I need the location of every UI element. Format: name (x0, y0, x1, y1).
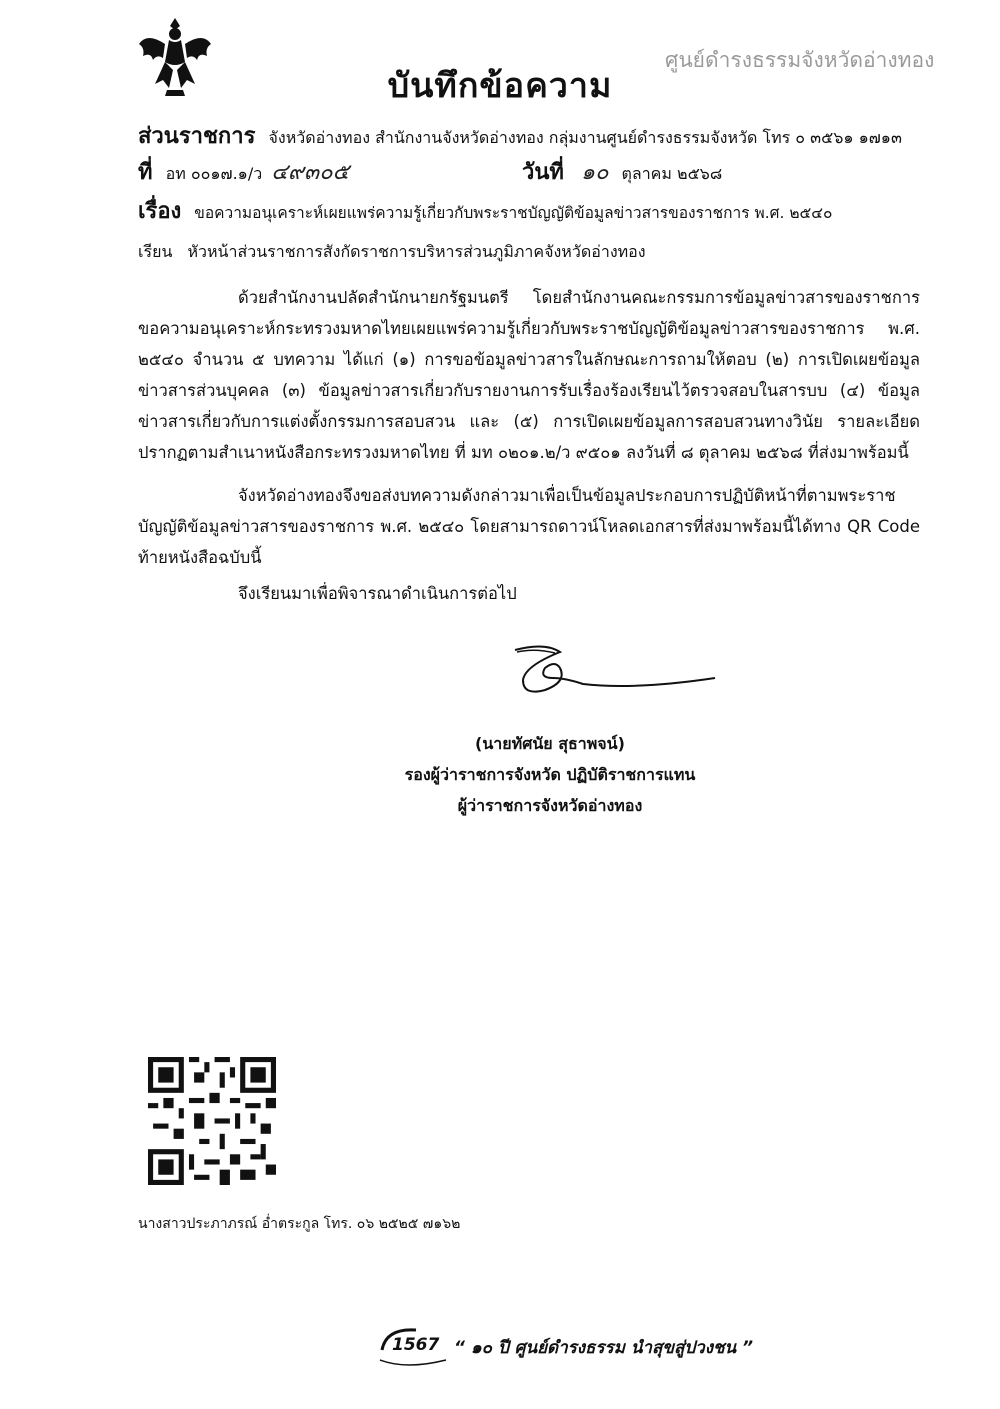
svg-text:1567: 1567 (392, 1335, 440, 1355)
date-value: ตุลาคม ๒๕๖๘ (621, 164, 723, 183)
salutation-row (138, 240, 646, 265)
date-row (522, 154, 722, 189)
closing-line: จึงเรียนมาเพื่อพิจารณาดำเนินการต่อไป (238, 584, 517, 603)
contact-line: นางสาวประภาภรณ์ อ่ำตระกูล โทร. ๐๖ ๒๕๒๕ ๗๑๖๒ (138, 1216, 461, 1232)
subject-value: ขอความอนุเคราะห์เผยแพร่ความรู้เกี่ยวกับพระราชบัญญัติข้อมูลข่าวสารของราชการ พ.ศ. ๒๕๔๐ (194, 204, 833, 222)
signer-title-1: รองผู้ว่าราชการจังหวัด ปฏิบัติราชการแทน (404, 765, 696, 784)
agency-value: จังหวัดอ่างทอง สำนักงานจังหวัดอ่างทอง กลุ่มงานศูนย์ดำรงธรรมจังหวัด โทร ๐ ๓๕๖๑ ๑๗๑๓ (268, 128, 902, 147)
document-title: บันทึกข้อความ (387, 66, 613, 106)
reference-handwritten: ๔๙๓๐๕ (271, 160, 350, 185)
reference-value: อท ๐๐๑๗.๑/ว (165, 164, 263, 183)
salutation-label: เรียน (138, 242, 173, 261)
subject-label: เรื่อง (138, 199, 182, 224)
agency-row (138, 118, 902, 153)
reference-row (138, 154, 349, 189)
qr-code[interactable] (148, 1057, 276, 1185)
body-paragraph-2: จังหวัดอ่างทองจึงขอส่งบทความดังกล่าวมาเพื่อเป็นข้อมูลประกอบการปฏิบัติหน้าที่ตามพระราชบัญญัติข้อมูลข่าวสารของราชการ พ.ศ. ๒๕๔๐ โดยสามารถดาวน์โหลดเอกสารที่ส่งมาพร้อมนี้ได้ทาง QR Code ท้ายหนังสือฉบับนี้ (138, 486, 920, 567)
body-paragraph-1: ด้วยสำนักงานปลัดสำนักนายกรัฐมนตรี โดยสำนักงานคณะกรรมการข้อมูลข่าวสารของราชการ ขอความอนุเคราะห์กระทรวงมหาดไทยเผยแพร่ความรู้เกี่ยวกับพระราชบัญญัติข้อมูลข่าวสารของราชการ พ.ศ. ๒๕๔๐ จำนวน ๕ บทความ ได้แก่ (๑) การขอข้อมูลข่าวสารในลักษณะการถามให้ตอบ (๒) การเปิดเผยข้อมูลข่าวสารส่วนบุคคล (๓) ข้อมูลข่าวสารเกี่ยวกับรายงานการรับเรื่องร้องเรียนไว้ตรวจสอบในสารบบ (๔) ข้อมูลข่าวสารเกี่ยวกับการแต่งตั้งกรรมการสอบสวน และ (๕) การเปิดเผยข้อมูลการสอบสวนทางวินัย รายละเอียดปรากฏตามสำเนาหนังสือกระทรวงมหาดไทย ที่ มท ๐๒๐๑.๒/ว ๙๕๐๑ ลงวันที่ ๘ ตุลาคม ๒๕๖๘ ที่ส่งมาพร้อมนี้ (138, 288, 920, 462)
center-stamp: ศูนย์ดำรงธรรมจังหวัดอ่างทอง (665, 48, 935, 72)
signer-name: (นายทัศนัย สุธาพจน์) (475, 734, 625, 753)
signer-title-2: ผู้ว่าราชการจังหวัดอ่างทอง (457, 796, 643, 815)
agency-label: ส่วนราชการ (138, 124, 256, 149)
date-handwritten: ๑๐ (581, 160, 609, 185)
subject-row (138, 193, 832, 228)
signature-image (505, 638, 720, 708)
date-label: วันที่ (522, 160, 564, 185)
footer-slogan: “ ๑๐ ปี ศูนย์ดำรงธรรม นำสุขสู่ปวงชน ” (454, 1338, 754, 1358)
salutation-value: หัวหน้าส่วนราชการสังกัดราชการบริหารส่วนภูมิภาคจังหวัดอ่างทอง (187, 242, 646, 261)
reference-label: ที่ (138, 160, 153, 185)
